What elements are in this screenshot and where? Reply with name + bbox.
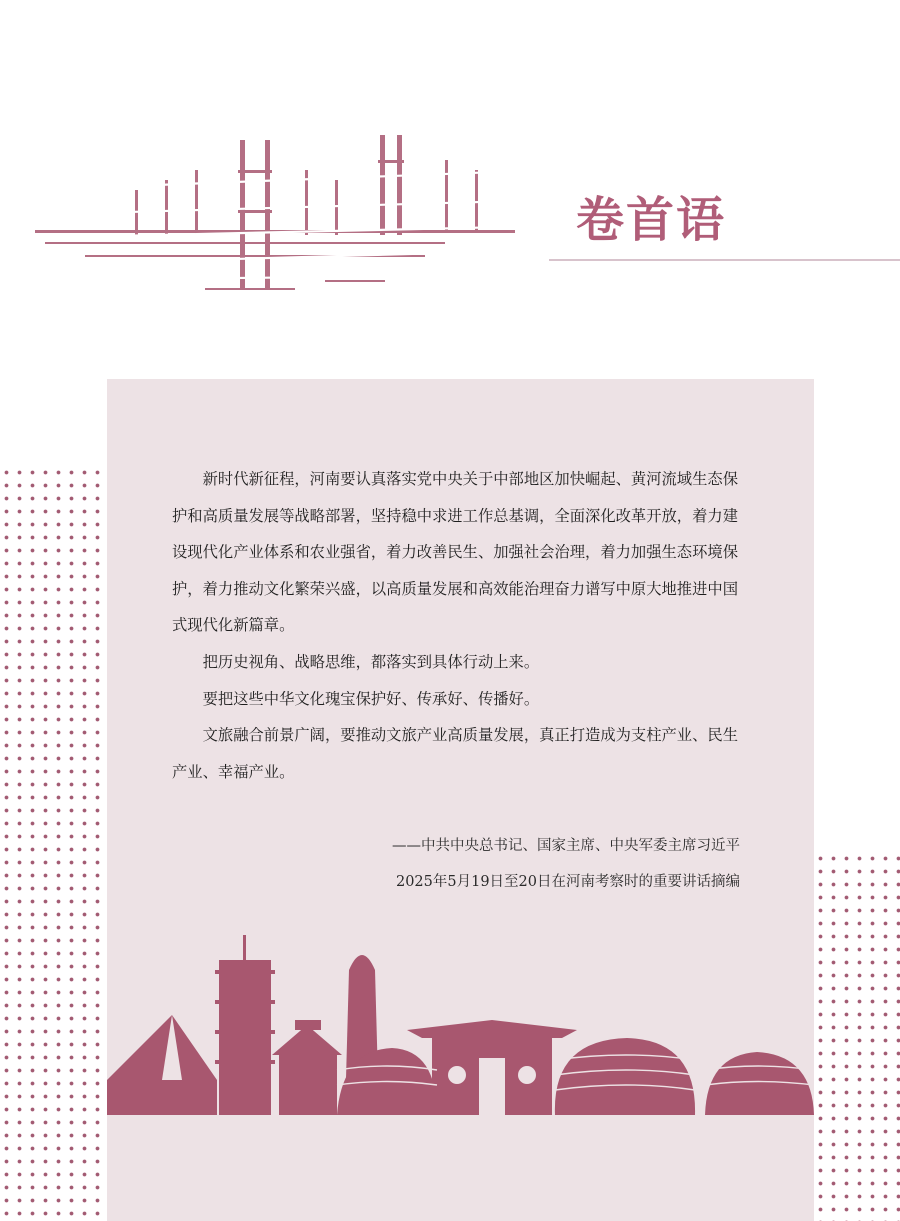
city-skyline-illustration bbox=[107, 930, 814, 1115]
attribution-speaker: ——中共中央总书记、国家主席、中央军委主席习近平 bbox=[392, 838, 740, 854]
title-divider bbox=[549, 259, 900, 261]
foreword-paragraph: 要把这些中华文化瑰宝保护好、传承好、传播好。 bbox=[202, 689, 540, 708]
bridge-illustration bbox=[25, 130, 550, 305]
foreword-paragraph: 文旅融合前景广阔，要推动文旅产业高质量发展，真正打造成为支柱产业、民生产业、幸福产业。 bbox=[172, 726, 738, 781]
attribution-source: 2025年5月19日至20日在河南考察时的重要讲话摘编 bbox=[395, 874, 740, 890]
page-title: 卷首语 bbox=[576, 192, 727, 248]
foreword-paragraph: 新时代新征程，河南要认真落实党中央关于中部地区加快崛起、黄河流域生态保护和高质量发展等战略部署，坚持稳中求进工作总基调，全面深化改革开放，着力建设现代化产业体系和农业强省，着力改善民生、加强社会治理，着力加强生态环境保护，着力推动文化繁荣兴盛，以高质量发展和高效能治理奋力谱写中原大地推进中国式现代化新篇章。 bbox=[172, 470, 738, 635]
dot-pattern-right bbox=[814, 852, 900, 1221]
foreword-paragraph: 把历史视角、战略思维，都落实到具体行动上来。 bbox=[202, 652, 540, 671]
dot-pattern-left bbox=[0, 466, 106, 1221]
foreword-body bbox=[172, 461, 752, 790]
attribution bbox=[392, 828, 740, 900]
